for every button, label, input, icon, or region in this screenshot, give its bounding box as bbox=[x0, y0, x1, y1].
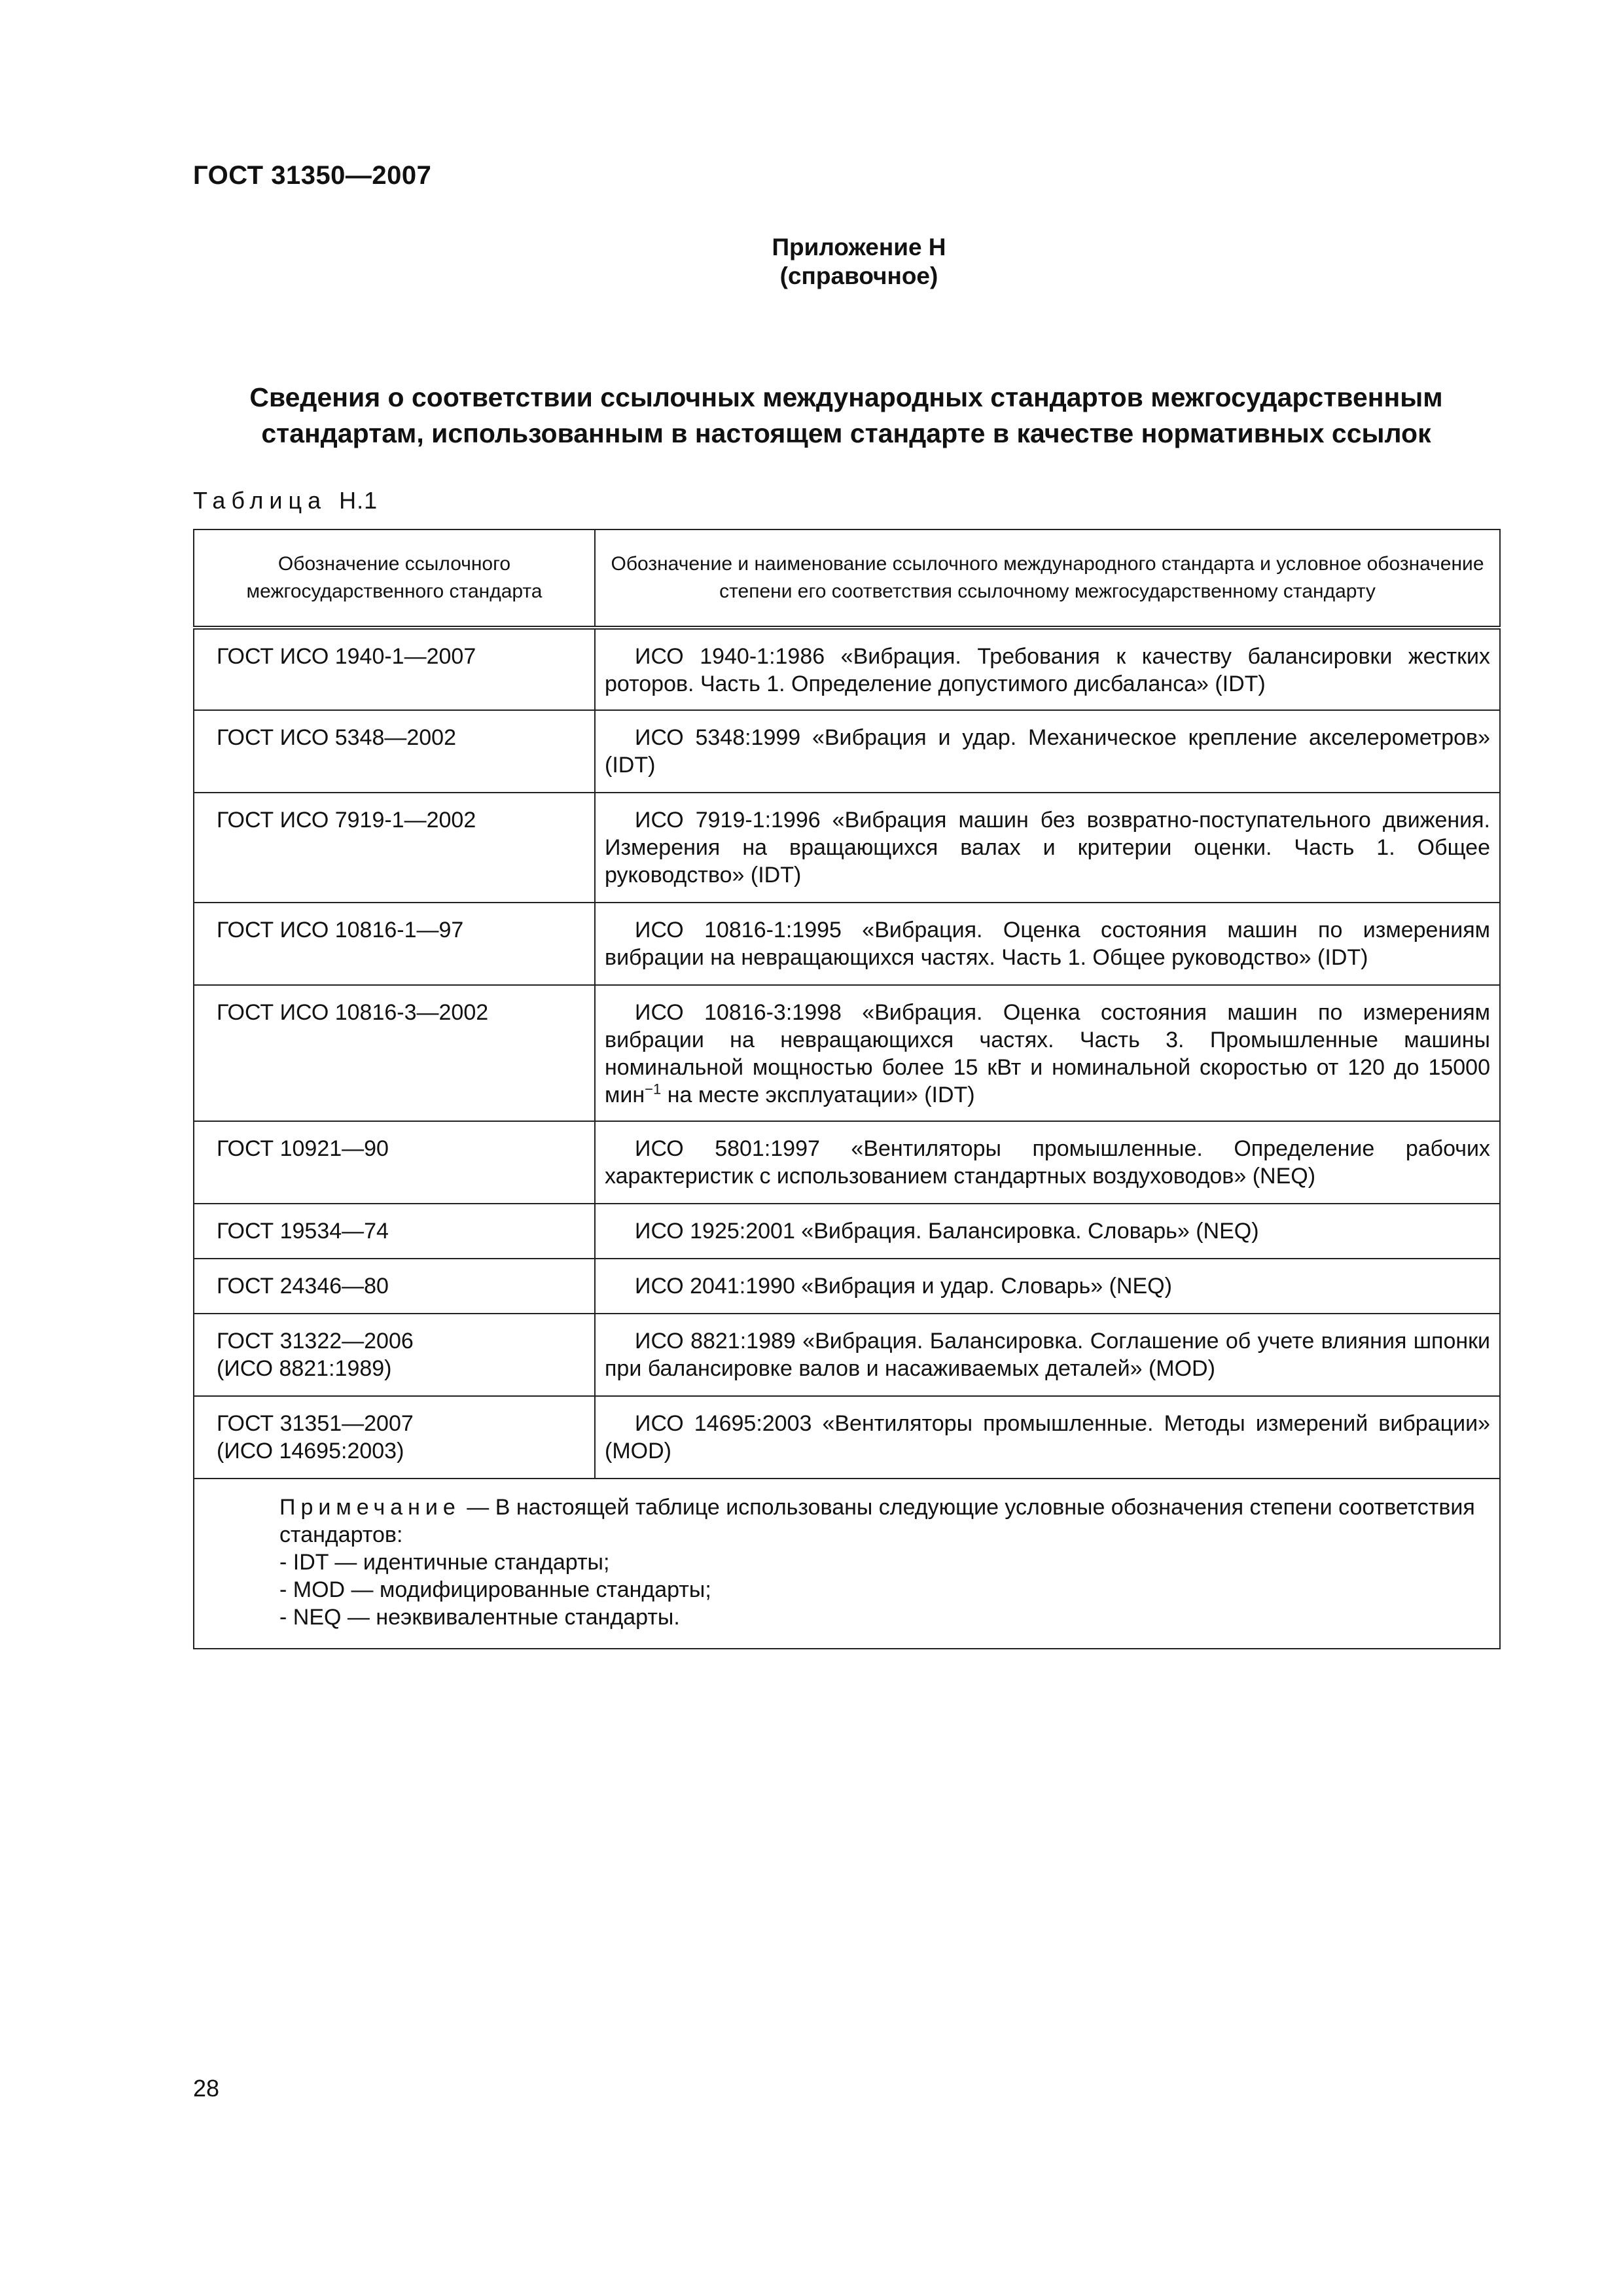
iso-description: ИСО 8821:1989 «Вибрация. Балансировка. Соглашение об учете влияния шпонки при балансировке валов и насаживаемых деталей» (MOD) bbox=[605, 1329, 1490, 1381]
table-row bbox=[194, 1314, 1500, 1396]
table-row bbox=[194, 793, 1500, 903]
iso-description: ИСО 10816-1:1995 «Вибрация. Оценка состояния машин по измерениям вибрации на невращающихся частях. Часть 1. Общее руководство» (IDT) bbox=[605, 918, 1490, 970]
appendix-type: (справочное) bbox=[779, 262, 938, 289]
gost-cell bbox=[194, 1204, 595, 1259]
gost-designation: ГОСТ ИСО 5348—2002 bbox=[217, 725, 456, 750]
note-text: — В настоящей таблице использованы следующие условные обозначения степени соответствия стандартов: bbox=[279, 1495, 1475, 1547]
table-row bbox=[194, 985, 1500, 1121]
iso-cell bbox=[595, 1314, 1500, 1396]
iso-description: ИСО 1940-1:1986 «Вибрация. Требования к качеству балансировки жестких роторов. Часть 1. Определение допустимого дисбаланса» (IDT) bbox=[605, 644, 1490, 696]
gost-designation: ГОСТ ИСО 10816-3—2002 bbox=[217, 1000, 489, 1025]
gost-cell bbox=[194, 1121, 595, 1204]
table-row bbox=[194, 903, 1500, 985]
note-item-neq: - NEQ — неэквивалентные стандарты. bbox=[279, 1605, 680, 1630]
table-caption-word: Таблица bbox=[193, 487, 327, 514]
gost-designation: ГОСТ 19534—74 bbox=[217, 1219, 389, 1244]
table-row bbox=[194, 1204, 1500, 1259]
gost-cell bbox=[194, 793, 595, 903]
appendix-title: Приложение Н bbox=[772, 234, 946, 260]
note-item-mod: - MOD — модифицированные стандарты; bbox=[279, 1577, 711, 1602]
gost-cell bbox=[194, 628, 595, 710]
iso-cell bbox=[595, 793, 1500, 903]
iso-cell bbox=[595, 903, 1500, 985]
page-number: 28 bbox=[193, 2075, 220, 2102]
table-caption-number: Н.1 bbox=[339, 487, 378, 514]
gost-cell bbox=[194, 1259, 595, 1314]
section-title-line2: стандартам, использованным в настоящем стандарте в качестве нормативных ссылок bbox=[261, 418, 1431, 448]
table-row bbox=[194, 1121, 1500, 1204]
appendix-heading bbox=[0, 233, 1623, 291]
gost-designation: ГОСТ ИСО 1940-1—2007 bbox=[217, 644, 476, 669]
table-row bbox=[194, 1396, 1500, 1479]
note-list bbox=[279, 1549, 1481, 1631]
iso-description: ИСО 7919-1:1996 «Вибрация машин без возвратно-поступательного движения. Измерения на вращающихся валах и критерии оценки. Часть 1. Общее руководство» (IDT) bbox=[605, 808, 1490, 888]
iso-cell bbox=[595, 1259, 1500, 1314]
iso-description: ИСО 1925:2001 «Вибрация. Балансировка. Словарь» (NEQ) bbox=[635, 1219, 1259, 1244]
gost-cell bbox=[194, 1396, 595, 1479]
iso-description-exponent: −1 bbox=[645, 1081, 662, 1098]
section-title-line1: Сведения о соответствии ссылочных международных стандартов межгосударственным bbox=[249, 382, 1443, 412]
note-label: Примечание bbox=[279, 1495, 461, 1520]
table-row bbox=[194, 710, 1500, 793]
iso-description: ИСО 14695:2003 «Вентиляторы промышленные. Методы измерений вибрации» (MOD) bbox=[605, 1411, 1490, 1463]
gost-designation: ГОСТ 24346—80 bbox=[217, 1274, 389, 1299]
iso-cell bbox=[595, 1121, 1500, 1204]
gost-designation: ГОСТ 31322—2006 bbox=[217, 1329, 414, 1354]
gost-designation: ГОСТ ИСО 7919-1—2002 bbox=[217, 808, 476, 833]
gost-cell bbox=[194, 903, 595, 985]
section-title bbox=[193, 380, 1499, 452]
table-row bbox=[194, 628, 1500, 710]
gost-cell bbox=[194, 1314, 595, 1396]
gost-designation: ГОСТ 10921—90 bbox=[217, 1136, 389, 1161]
iso-description: ИСО 5348:1999 «Вибрация и удар. Механическое крепление акселерометров» (IDT) bbox=[605, 725, 1490, 778]
table-header-row bbox=[194, 529, 1500, 628]
iso-cell bbox=[595, 985, 1500, 1121]
standards-correspondence-table bbox=[193, 529, 1501, 1649]
iso-description: ИСО 2041:1990 «Вибрация и удар. Словарь» (NEQ) bbox=[635, 1274, 1172, 1299]
gost-cell bbox=[194, 710, 595, 793]
iso-cell bbox=[595, 628, 1500, 710]
column-header-iso: Обозначение и наименование ссылочного международного стандарта и условное обозначение степени его соответствия ссылочному межгосударственному стандарту bbox=[595, 529, 1500, 628]
column-header-gost: Обозначение ссылочного межгосударственного стандарта bbox=[194, 529, 595, 628]
table-note bbox=[194, 1479, 1500, 1649]
gost-designation: ГОСТ 31351—2007 bbox=[217, 1411, 414, 1436]
iso-description: ИСО 5801:1997 «Вентиляторы промышленные. Определение рабочих характеристик с использованием стандартных воздуховодов» (NEQ) bbox=[605, 1136, 1490, 1189]
document-id: ГОСТ 31350—2007 bbox=[193, 161, 432, 190]
iso-cell bbox=[595, 1204, 1500, 1259]
table-caption bbox=[193, 487, 378, 514]
gost-iso-equivalent: (ИСО 8821:1989) bbox=[217, 1356, 392, 1381]
iso-cell bbox=[595, 1396, 1500, 1479]
gost-cell bbox=[194, 985, 595, 1121]
gost-designation: ГОСТ ИСО 10816-1—97 bbox=[217, 918, 464, 942]
table-row bbox=[194, 1259, 1500, 1314]
table-note-row bbox=[194, 1479, 1500, 1649]
iso-cell bbox=[595, 710, 1500, 793]
iso-description-part1: ИСО 10816-3:1998 «Вибрация. Оценка состояния машин по измерениям вибрации на невращающихся частях. Часть 3. Промышленные машины номинальной мощностью более 15 кВт и номинальной скоростью от 120 до 15000 мин bbox=[605, 1000, 1490, 1107]
note-item-idt: - IDT — идентичные стандарты; bbox=[279, 1550, 610, 1575]
iso-description-part2: на месте эксплуатации» (IDT) bbox=[661, 1083, 975, 1107]
gost-iso-equivalent: (ИСО 14695:2003) bbox=[217, 1439, 404, 1463]
